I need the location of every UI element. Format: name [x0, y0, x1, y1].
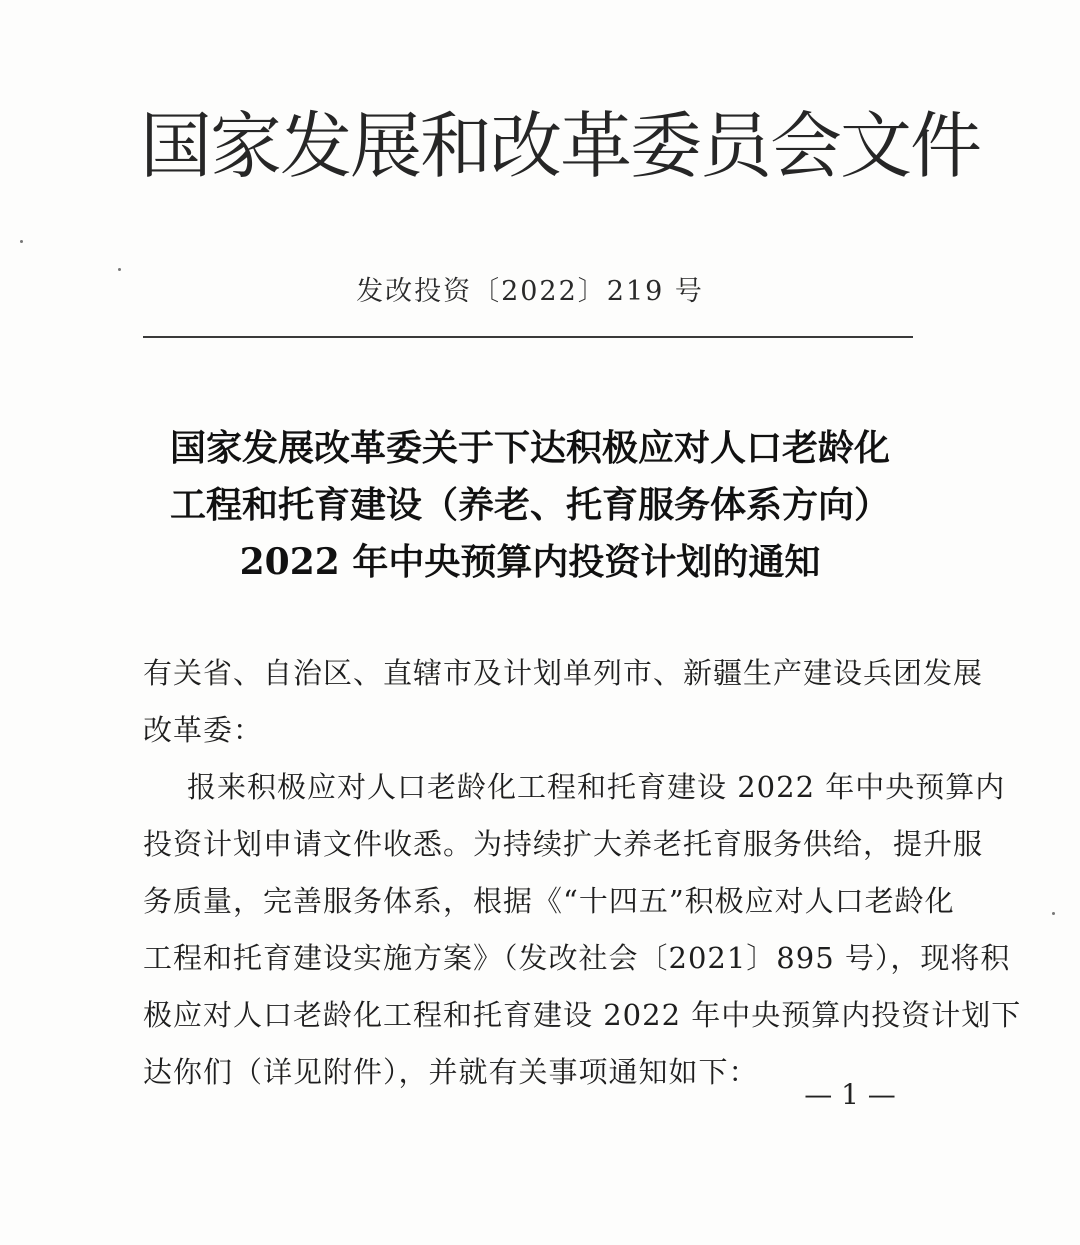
title-line-1: 国家发展改革委关于下达积极应对人口老龄化: [169, 427, 890, 469]
addressee-line-1: 有关省、自治区、直辖市及计划单列市、新疆生产建设兵团发展: [143, 656, 984, 690]
document-number: 发改投资〔2022〕219 号: [356, 276, 704, 307]
paragraph-line-6: 达你们（详见附件），并就有关事项通知如下：: [143, 1055, 759, 1089]
agency-title: 国家发展和改革委员会文件: [140, 104, 981, 188]
scan-speck: [20, 240, 23, 243]
notice-title: [150, 420, 910, 591]
paragraph-line-1: 报来积极应对人口老龄化工程和托育建设 2022 年中央预算内: [187, 770, 1006, 804]
page-number: — 1 —: [804, 1078, 896, 1111]
paragraph-line-5: 极应对人口老龄化工程和托育建设 2022 年中央预算内投资计划下: [143, 998, 1022, 1032]
header-divider: [143, 336, 913, 338]
title-line-2: 工程和托育建设（养老、托育服务体系方向）: [169, 484, 890, 526]
document-body: [143, 645, 1022, 1101]
scan-speck: [118, 268, 121, 271]
paragraph-line-3: 务质量，完善服务体系，根据《“十四五”积极应对人口老龄化: [143, 884, 955, 918]
title-line-3: 2022 年中央预算内投资计划的通知: [239, 541, 821, 583]
paragraph-line-2: 投资计划申请文件收悉。为持续扩大养老托育服务供给，提升服: [143, 827, 984, 861]
scan-speck: [1052, 912, 1055, 915]
paragraph-line-4: 工程和托育建设实施方案》（发改社会〔2021〕895 号），现将积: [143, 941, 1011, 975]
addressee-line-2: 改革委：: [143, 713, 264, 747]
